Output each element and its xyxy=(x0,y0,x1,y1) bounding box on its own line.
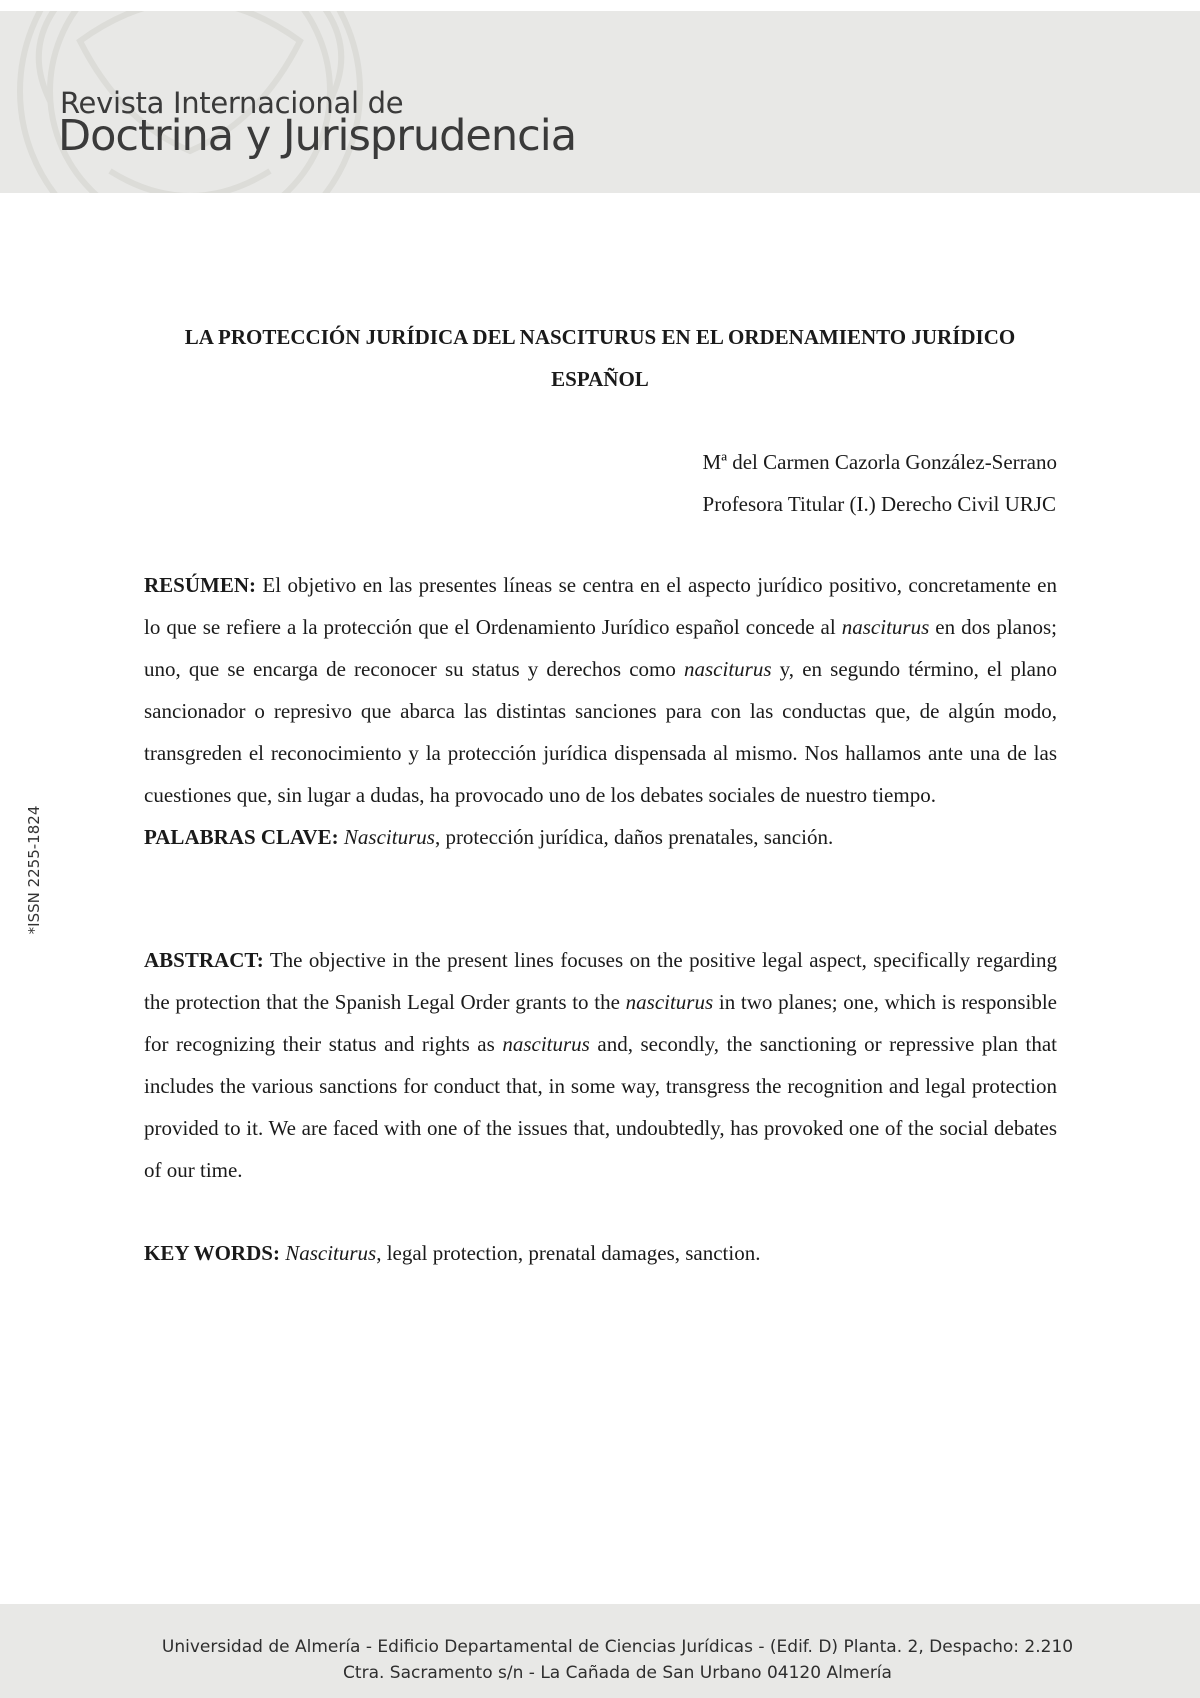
resumen-text-3: y, en segundo término, el plano sancionador o represivo que abarca las distintas sanciones para con las conductas que, de algún modo, transgreden el reconocimiento y la protección jurídica dispensada al mismo. Nos hallamos ante una de las cuestiones que, sin lugar a dudas, ha provocado uno de los debates sociales de nuestro tiempo. xyxy=(144,657,1057,807)
resumen-italic-1: nasciturus xyxy=(841,615,930,639)
footer-address-line1: Universidad de Almería - Edificio Departamental de Ciencias Jurídicas - (Edif. D) Planta. 2, Despacho: 2.210 xyxy=(161,1637,1074,1657)
journal-name-line2: Doctrina y Jurisprudencia xyxy=(58,111,577,161)
abstract-section xyxy=(144,939,1057,1191)
abstract-label: ABSTRACT: xyxy=(144,948,264,972)
abstract-italic-1: nasciturus xyxy=(625,990,714,1014)
footer-address-line2: Ctra. Sacramento s/n - La Cañada de San Urbano 04120 Almería xyxy=(343,1663,892,1683)
article-title: LA PROTECCIÓN JURÍDICA DEL NASCITURUS EN EL ORDENAMIENTO JURÍDICO ESPAÑOL xyxy=(184,325,1016,391)
abstract-text-3: and, secondly, the sanctioning or repressive plan that includes the various sanctions for conduct that, in some way, transgress the recognition and legal protection provided to it. We are faced with one of the issues that, undoubtedly, has provoked one of the social debates of our time. xyxy=(144,1032,1057,1182)
resumen-text-1: El objetivo en las presentes líneas se centra en el aspecto jurídico positivo, concretamente en lo que se refiere a la protección que el Ordenamiento Jurídico español concede al xyxy=(144,573,1057,639)
resumen-section xyxy=(144,564,1057,858)
issn-label: *ISSN 2255-1824 xyxy=(25,805,43,935)
palabras-clave-label: PALABRAS CLAVE: xyxy=(144,825,339,849)
author-affiliation: Profesora Titular (I.) Derecho Civil URJC xyxy=(702,492,1056,516)
journal-name-line1: Revista Internacional de xyxy=(60,86,404,120)
palabras-clave-paragraph xyxy=(144,816,1057,858)
author-block xyxy=(703,441,1057,525)
author-name: Mª del Carmen Cazorla González-Serrano xyxy=(702,450,1057,474)
palabras-clave-text: , protección jurídica, daños prenatales, sanción. xyxy=(434,825,834,849)
resumen-paragraph xyxy=(144,564,1057,816)
abstract-text-1: The objective in the present lines focuses on the positive legal aspect, specifically regarding the protection that the Spanish Legal Order grants to the xyxy=(144,948,1057,1014)
key-words-label: KEY WORDS: xyxy=(144,1241,280,1265)
key-words-text: , legal protection, prenatal damages, sanction. xyxy=(376,1241,761,1265)
abstract-text-2: in two planes; one, which is responsible for recognizing their status and rights as xyxy=(144,990,1057,1056)
abstract-paragraph xyxy=(144,939,1057,1191)
resumen-text-2: en dos planos; uno, que se encarga de reconocer su status y derechos como xyxy=(144,615,1058,681)
key-words-italic: Nasciturus xyxy=(285,1241,377,1265)
journal-header-band xyxy=(0,11,1200,193)
resumen-italic-2: nasciturus xyxy=(684,657,772,681)
resumen-label: RESÚMEN: xyxy=(144,573,257,597)
abstract-italic-2: nasciturus xyxy=(502,1032,590,1056)
key-words-paragraph xyxy=(144,1232,760,1274)
palabras-clave-italic: Nasciturus xyxy=(343,825,435,849)
